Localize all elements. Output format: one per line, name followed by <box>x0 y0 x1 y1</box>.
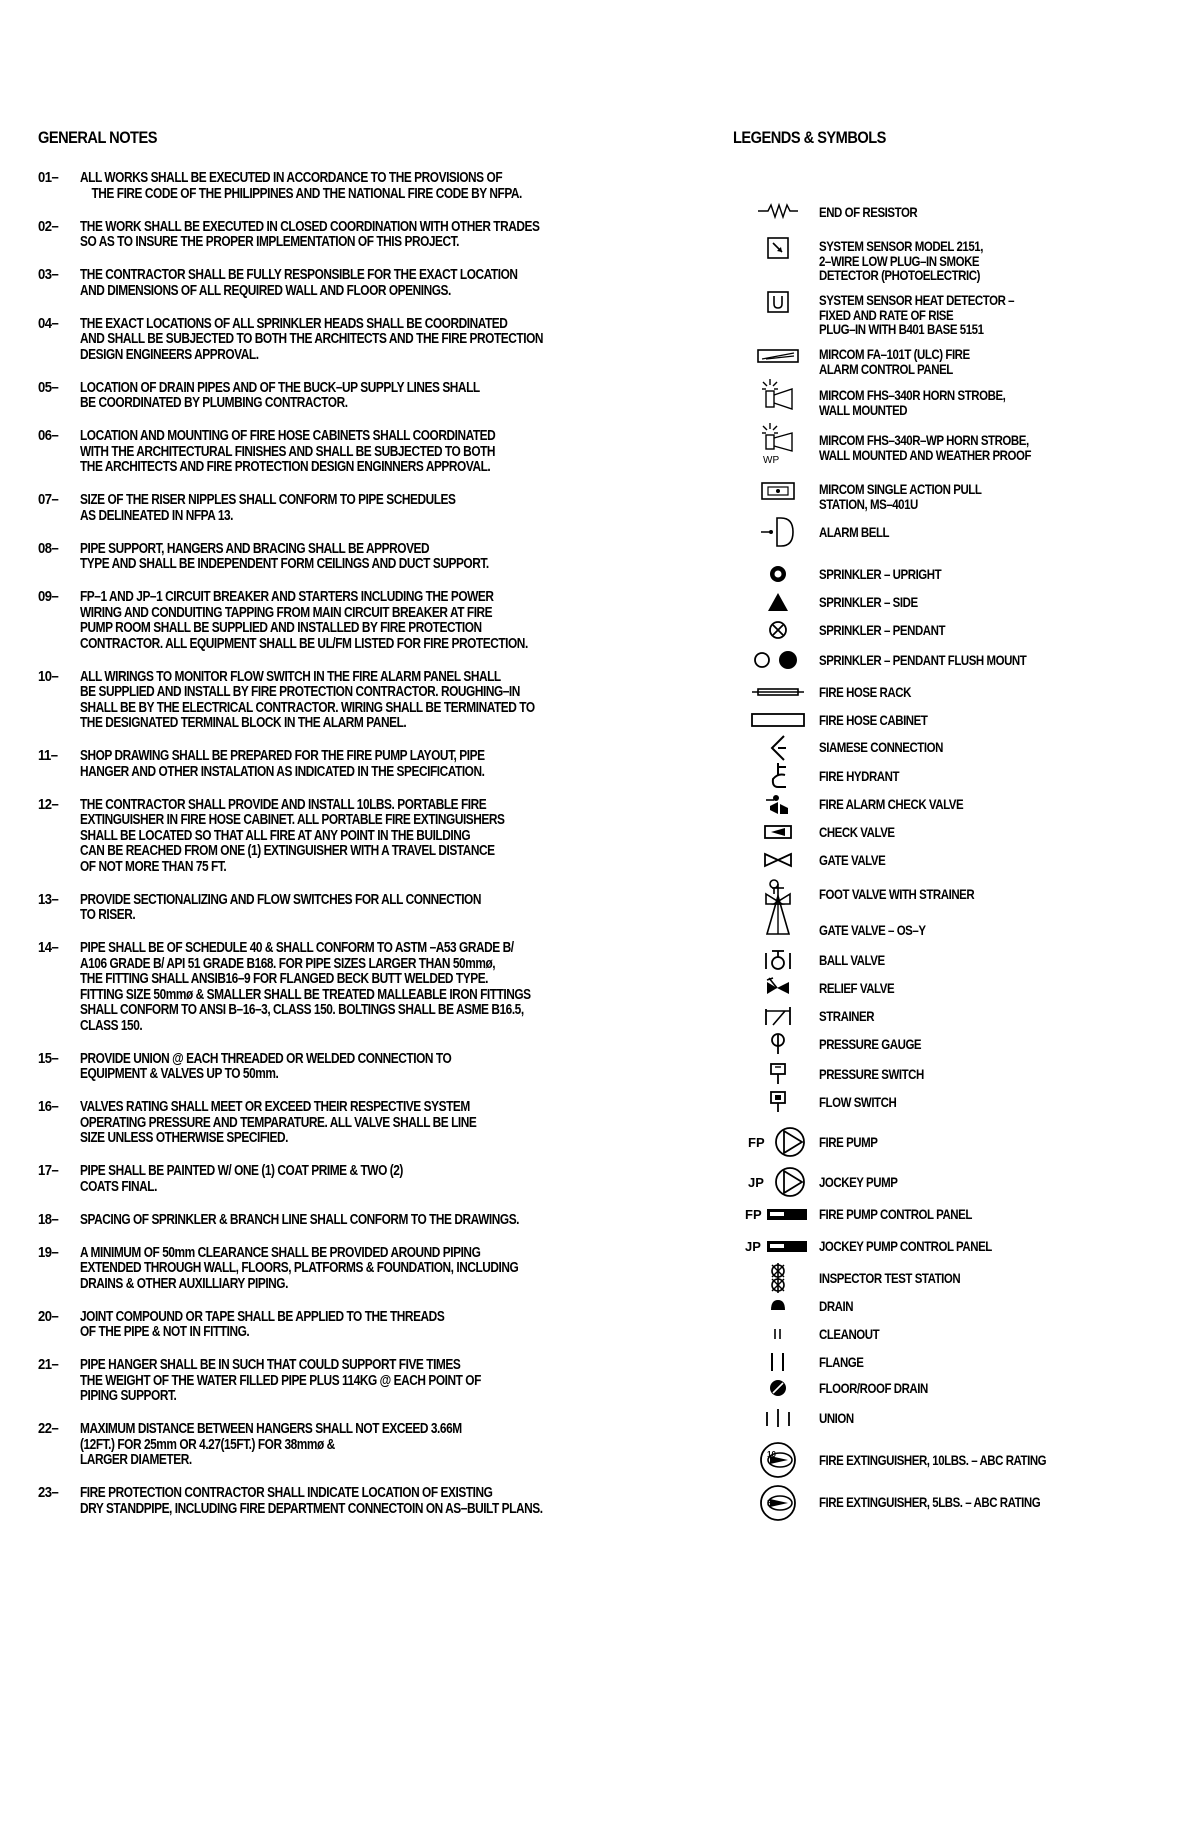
note-line: OPERATING PRESSURE AND TEMPARATURE. ALL VALVE SHALL BE LINE <box>80 1114 477 1131</box>
note-line: A106 GRADE B/ API 51 GRADE B168. FOR PIPE SIZES LARGER THAN 50mmø, <box>80 955 496 972</box>
legend-label-line: GATE VALVE – OS–Y <box>819 922 926 938</box>
note-line: THE CONTRACTOR SHALL PROVIDE AND INSTALL 10LBS. PORTABLE FIRE <box>80 796 487 813</box>
legend-label <box>819 1009 874 1024</box>
flange-icon <box>733 1352 823 1372</box>
legend-label <box>819 433 1031 462</box>
note-number: 01– <box>38 170 59 186</box>
note-text <box>80 1246 587 1293</box>
legend-label-line: DETECTOR (PHOTOELECTRIC) <box>819 267 980 283</box>
legend-label <box>819 567 941 582</box>
legends-symbols-heading: LEGENDS & SYMBOLS <box>733 128 886 147</box>
note-number: 16– <box>38 1099 59 1115</box>
gate-valve-icon <box>733 850 823 870</box>
legend-label-line: END OF RESISTOR <box>819 204 918 220</box>
pressure-gauge-icon <box>733 1032 823 1056</box>
note-line: AND SHALL BE SUBJECTED TO BOTH THE ARCHITECTS AND THE FIRE PROTECTION <box>80 331 544 347</box>
note-line: DRAINS & OTHER AUXILLIARY PIPING. <box>80 1275 288 1292</box>
note-number: 19– <box>38 1244 59 1261</box>
legend-label <box>819 1381 928 1396</box>
note-line: DRY STANDPIPE, INCLUDING FIRE DEPARTMENT CONNECTOIN ON AS–BUILT PLANS. <box>80 1500 543 1517</box>
note-text <box>80 1052 587 1083</box>
note-text <box>80 171 587 202</box>
note-number: 09– <box>38 589 59 605</box>
note-number: 20– <box>38 1308 59 1325</box>
note-line: CAN BE REACHED FROM ONE (1) EXTINGUISHER WITH A TRAVEL DISTANCE <box>80 843 495 859</box>
general-notes-list <box>38 171 698 1517</box>
fire-alarm-check-valve-icon <box>733 792 823 816</box>
note-line: JOINT COMPOUND OR TAPE SHALL BE APPLIED TO THE THREADS <box>80 1308 445 1325</box>
note-line: PIPE HANGER SHALL BE IN SUCH THAT COULD SUPPORT FIVE TIMES <box>80 1357 461 1373</box>
note-text <box>80 1164 587 1195</box>
note-line: CLASS 150. <box>80 1017 143 1034</box>
legend-label <box>819 525 889 540</box>
note-line: THE EXACT LOCATIONS OF ALL SPRINKLER HEADS SHALL BE COORDINATED <box>80 315 508 332</box>
general-note-7 <box>38 493 698 524</box>
fire-pump-icon <box>733 1125 823 1159</box>
legend-label-line: FIRE HOSE RACK <box>819 684 911 700</box>
jockey-pump-icon <box>733 1165 823 1199</box>
note-number: 22– <box>38 1421 59 1437</box>
note-text <box>80 317 587 364</box>
legend-label-line: SPRINKLER – PENDANT FLUSH MOUNT <box>819 652 1027 668</box>
legend-label-line: WALL MOUNTED AND WEATHER PROOF <box>819 446 1032 463</box>
legend-label-line: ALARM CONTROL PANEL <box>819 360 953 377</box>
smoke-detector-icon <box>733 236 823 260</box>
legend-label-line: MIRCOM FHS–340R HORN STROBE, <box>819 387 1006 403</box>
legend-label-line: FIXED AND RATE OF RISE <box>819 306 954 323</box>
note-line: PUMP ROOM SHALL BE SUPPLIED AND INSTALLED BY FIRE PROTECTION <box>80 620 482 636</box>
legend-label-line: JOCKEY PUMP CONTROL PANEL <box>819 1238 992 1254</box>
note-line: SIZE OF THE RISER NIPPLES SHALL CONFORM TO PIPE SCHEDULES <box>80 492 456 508</box>
legend-label-line: FIRE PUMP CONTROL PANEL <box>819 1206 972 1222</box>
note-number: 07– <box>38 492 59 508</box>
legend-label <box>819 1037 921 1052</box>
note-text <box>80 749 587 780</box>
legend-label-line: SIAMESE CONNECTION <box>819 739 943 755</box>
legend-label-line: FLANGE <box>819 1354 864 1370</box>
note-text <box>80 590 587 652</box>
legend-label-line: FLOW SWITCH <box>819 1094 897 1110</box>
note-number: 17– <box>38 1163 59 1179</box>
legend-label <box>819 388 1005 417</box>
strainer-icon <box>733 1005 823 1027</box>
legend-label <box>819 623 945 638</box>
note-text <box>80 798 587 876</box>
cleanout-icon <box>733 1324 823 1344</box>
note-line: SHALL CONFORM TO ANSI B–16–3, CLASS 150. BOLTINGS SHALL BE ASME B16.5, <box>80 1002 524 1018</box>
note-line: EQUIPMENT & VALVES UP TO 50mm. <box>80 1066 279 1082</box>
general-note-11 <box>38 749 698 780</box>
legend-label-line: PRESSURE GAUGE <box>819 1036 922 1052</box>
note-line: DESIGN ENGINEERS APPROVAL. <box>80 346 259 363</box>
note-number: 11– <box>38 748 58 764</box>
legend-label-line: DRAIN <box>819 1298 854 1314</box>
legend-label-line: RELIEF VALVE <box>819 980 895 996</box>
legend-label-line: MIRCOM SINGLE ACTION PULL <box>819 481 982 497</box>
note-line: SPACING OF SPRINKLER & BRANCH LINE SHALL CONFORM TO THE DRAWINGS. <box>80 1211 520 1228</box>
note-number: 18– <box>38 1211 59 1228</box>
note-line: A MINIMUM OF 50mm CLEARANCE SHALL BE PROVIDED AROUND PIPING <box>80 1244 481 1261</box>
legend-label-line: MIRCOM FHS–340R–WP HORN STROBE, <box>819 432 1029 448</box>
note-line: TYPE AND SHALL BE INDEPENDENT FORM CEILINGS AND DUCT SUPPORT. <box>80 556 489 572</box>
general-note-6 <box>38 429 698 476</box>
legend-label <box>819 1411 854 1426</box>
note-line: PIPE SUPPORT, HANGERS AND BRACING SHALL BE APPROVED <box>80 540 430 557</box>
legend-label <box>819 1453 1046 1468</box>
sprinkler-side-icon <box>733 592 823 612</box>
legend-label <box>819 1495 1040 1510</box>
legend-label-line: SPRINKLER – SIDE <box>819 594 918 610</box>
note-text <box>80 542 587 573</box>
legend-label <box>819 887 974 902</box>
note-line: ALL WORKS SHALL BE EXECUTED IN ACCORDANCE TO THE PROVISIONS OF <box>80 170 503 186</box>
note-line: WITH THE ARCHITECTURAL FINISHES AND SHALL BE SUBJECTED TO BOTH <box>80 443 496 460</box>
legend-label-line: FIRE EXTINGUISHER, 10LBS. – ABC RATING <box>819 1452 1047 1468</box>
note-number: 12– <box>38 796 59 813</box>
legend-label <box>819 595 918 610</box>
legend-label-line: STATION, MS–401U <box>819 495 918 512</box>
note-number: 23– <box>38 1485 59 1501</box>
legend-label-line: INSPECTOR TEST STATION <box>819 1270 961 1286</box>
fire-extinguisher-10lbs-icon <box>733 1440 823 1480</box>
general-notes-heading: GENERAL NOTES <box>38 128 157 147</box>
fire-hydrant-icon <box>733 761 823 791</box>
note-number: 13– <box>38 891 59 908</box>
general-note-5 <box>38 381 698 412</box>
note-line: PIPE SHALL BE PAINTED W/ ONE (1) COAT PRIME & TWO (2) <box>80 1163 403 1179</box>
legend-label <box>819 797 963 812</box>
legend-label-line: STRAINER <box>819 1008 875 1024</box>
note-line: PROVIDE SECTIONALIZING AND FLOW SWITCHES FOR ALL CONNECTION <box>80 891 481 908</box>
note-number: 06– <box>38 428 59 444</box>
horn-strobe-wp-icon <box>733 421 823 465</box>
note-number: 15– <box>38 1050 59 1067</box>
note-text <box>80 893 587 924</box>
note-text <box>80 429 587 476</box>
legend-label <box>819 853 885 868</box>
symbol-tag: 10 <box>767 1450 776 1459</box>
note-line: PIPE SHALL BE OF SCHEDULE 40 & SHALL CONFORM TO ASTM –A53 GRADE B/ <box>80 940 514 956</box>
inspector-test-station-icon <box>733 1261 823 1295</box>
symbol-tag: JP <box>748 1175 764 1190</box>
general-notes-section <box>38 128 698 1535</box>
note-line: THE DESIGNATED TERMINAL BLOCK IN THE ALARM PANEL. <box>80 715 407 731</box>
general-note-2 <box>38 220 698 251</box>
note-text <box>80 1310 587 1341</box>
legend-label-line: FLOOR/ROOF DRAIN <box>819 1380 928 1396</box>
note-line: THE WORK SHALL BE EXECUTED IN CLOSED COORDINATION WITH OTHER TRADES <box>80 218 540 235</box>
legend-label-line: ALARM BELL <box>819 524 890 540</box>
legend-label-line: CHECK VALVE <box>819 824 895 840</box>
legend-label-line: MIRCOM FA–101T (ULC) FIRE <box>819 346 970 362</box>
note-line: THE WEIGHT OF THE WATER FILLED PIPE PLUS 114KG @ EACH POINT OF <box>80 1372 481 1389</box>
general-note-8 <box>38 542 698 573</box>
legend-label-line: FOOT VALVE WITH STRAINER <box>819 886 975 902</box>
flow-switch-icon <box>733 1090 823 1114</box>
fire-pump-control-panel-icon <box>733 1204 823 1224</box>
note-text <box>80 1100 587 1147</box>
note-number: 21– <box>38 1357 59 1373</box>
pull-station-icon <box>733 481 823 501</box>
union-icon <box>733 1408 823 1428</box>
ball-valve-icon <box>733 949 823 971</box>
legend-label-line: FIRE PUMP <box>819 1134 878 1150</box>
note-line: (12FT.) FOR 25mm OR 4.27(15FT.) FOR 38mmø & <box>80 1436 335 1453</box>
sprinkler-upright-icon <box>733 563 823 585</box>
note-number: 05– <box>38 379 59 396</box>
legend-label <box>819 981 894 996</box>
general-note-18 <box>38 1213 698 1229</box>
note-line: VALVES RATING SHALL MEET OR EXCEED THEIR RESPECTIVE SYSTEM <box>80 1099 470 1115</box>
legend-label <box>819 685 911 700</box>
legend-label-line: SYSTEM SENSOR MODEL 2151, <box>819 238 983 254</box>
legend-label <box>819 713 927 728</box>
note-line: WIRING AND CONDUITING TAPPING FROM MAIN CIRCUIT BREAKER AT FIRE <box>80 604 493 621</box>
note-line: BE SUPPLIED AND INSTALL BY FIRE PROTECTION CONTRACTOR. ROUGHING–IN <box>80 684 520 700</box>
legend-label-line: UNION <box>819 1410 854 1426</box>
note-line: LARGER DIAMETER. <box>80 1452 192 1468</box>
general-note-12 <box>38 798 698 876</box>
note-line: PROVIDE UNION @ EACH THREADED OR WELDED CONNECTION TO <box>80 1050 452 1067</box>
symbol-tag: 5 <box>767 1499 772 1508</box>
legend-label <box>819 1175 897 1190</box>
note-number: 14– <box>38 940 59 956</box>
general-note-4 <box>38 317 698 364</box>
horn-strobe-icon <box>733 377 823 417</box>
alarm-bell-icon <box>733 514 823 550</box>
legend-label-line: BALL VALVE <box>819 952 885 968</box>
note-number: 03– <box>38 267 59 283</box>
general-note-21 <box>38 1358 698 1405</box>
legend-label <box>819 1067 924 1082</box>
legend-label-line: 2–WIRE LOW PLUG–IN SMOKE <box>819 252 980 269</box>
general-note-19 <box>38 1246 698 1293</box>
general-note-9 <box>38 590 698 652</box>
gate-valve-os-y-icon <box>733 882 823 938</box>
note-line: CONTRACTOR. ALL EQUIPMENT SHALL BE UL/FM LISTED FOR FIRE PROTECTION. <box>80 635 528 652</box>
note-line: SIZE UNLESS OTHERWISE SPECIFIED. <box>80 1130 288 1146</box>
legend-label <box>819 1239 992 1254</box>
fire-extinguisher-5lbs-icon <box>733 1483 823 1523</box>
note-line: FIRE PROTECTION CONTRACTOR SHALL INDICATE LOCATION OF EXISTING <box>80 1485 493 1501</box>
note-line: FITTING SIZE 50mmø & SMALLER SHALL BE TREATED MALLEABLE IRON FITTINGS <box>80 986 531 1003</box>
legend-label-line: FIRE HYDRANT <box>819 768 900 784</box>
legend-label <box>819 1271 960 1286</box>
legend-label-line: SPRINKLER – UPRIGHT <box>819 566 942 582</box>
legend-label <box>819 740 943 755</box>
note-line: AS DELINEATED IN NFPA 13. <box>80 507 234 524</box>
note-text <box>80 670 587 732</box>
note-line: TO RISER. <box>80 907 136 923</box>
general-note-10 <box>38 670 698 732</box>
siamese-connection-icon <box>733 734 823 762</box>
general-note-17 <box>38 1164 698 1195</box>
check-valve-icon <box>733 822 823 842</box>
symbol-tag: FP <box>745 1207 762 1222</box>
legend-label <box>819 1327 879 1342</box>
legend-label <box>819 1207 972 1222</box>
note-line: THE FIRE CODE OF THE PHILIPPINES AND THE NATIONAL FIRE CODE BY NFPA. <box>91 185 522 202</box>
note-line: LOCATION OF DRAIN PIPES AND OF THE BUCK–UP SUPPLY LINES SHALL <box>80 379 480 396</box>
general-note-3 <box>38 268 698 299</box>
legend-label <box>819 239 983 283</box>
legend-label-line: SYSTEM SENSOR HEAT DETECTOR – <box>819 292 1015 308</box>
note-line: LOCATION AND MOUNTING OF FIRE HOSE CABINETS SHALL COORDINATED <box>80 428 496 444</box>
note-text <box>80 1213 587 1229</box>
note-text <box>80 1358 587 1405</box>
legend-label-line: JOCKEY PUMP <box>819 1174 898 1190</box>
fire-alarm-control-panel-icon <box>733 346 823 366</box>
general-note-16 <box>38 1100 698 1147</box>
note-line: PIPING SUPPORT. <box>80 1388 177 1404</box>
note-number: 08– <box>38 540 59 557</box>
note-text <box>80 381 587 412</box>
note-number: 10– <box>38 668 59 685</box>
legend-label <box>819 1135 877 1150</box>
note-line: ALL WIRINGS TO MONITOR FLOW SWITCH IN THE FIRE ALARM PANEL SHALL <box>80 668 501 685</box>
fire-hose-rack-icon <box>733 682 823 702</box>
note-line: BE COORDINATED BY PLUMBING CONTRACTOR. <box>80 395 348 411</box>
note-line: THE CONTRACTOR SHALL BE FULLY RESPONSIBLE FOR THE EXACT LOCATION <box>80 267 518 283</box>
drain-icon <box>733 1296 823 1316</box>
general-note-23 <box>38 1486 698 1517</box>
note-number: 02– <box>38 218 59 235</box>
legend-label <box>819 1355 863 1370</box>
legend-label-line: FIRE EXTINGUISHER, 5LBS. – ABC RATING <box>819 1494 1041 1510</box>
legend-label <box>819 769 899 784</box>
legend-label-line: PLUG–IN WITH B401 BASE 5151 <box>819 321 984 337</box>
note-line: THE ARCHITECTS AND FIRE PROTECTION DESIGN ENGINNERS APPROVAL. <box>80 459 491 475</box>
symbol-tag: FP <box>748 1135 765 1150</box>
relief-valve-icon <box>733 976 823 1000</box>
legend-label <box>819 293 1014 337</box>
legend-label-line: FIRE ALARM CHECK VALVE <box>819 796 964 812</box>
note-text <box>80 493 587 524</box>
legend-label-line: FIRE HOSE CABINET <box>819 712 928 728</box>
legends-symbols-section <box>733 128 1183 1510</box>
legend-label <box>819 923 926 938</box>
note-line: EXTENDED THROUGH WALL, FLOORS, PLATFORMS & FOUNDATION, INCLUDING <box>80 1260 519 1276</box>
legend-label <box>819 1299 853 1314</box>
symbol-tag: WP <box>763 455 780 466</box>
general-note-13 <box>38 893 698 924</box>
note-line: EXTINGUISHER IN FIRE HOSE CABINET. ALL PORTABLE FIRE EXTINGUISHERS <box>80 812 505 828</box>
note-text <box>80 1486 587 1517</box>
general-note-22 <box>38 1422 698 1469</box>
legend-label <box>819 825 895 840</box>
legend-label-line: PRESSURE SWITCH <box>819 1066 924 1082</box>
note-text <box>80 941 587 1034</box>
note-line: OF NOT MORE THAN 75 FT. <box>80 858 227 875</box>
jockey-pump-control-panel-icon <box>733 1236 823 1256</box>
note-line: MAXIMUM DISTANCE BETWEEN HANGERS SHALL NOT EXCEED 3.66M <box>80 1421 462 1437</box>
note-text <box>80 220 587 251</box>
general-note-15 <box>38 1052 698 1083</box>
note-text <box>80 1422 587 1469</box>
general-note-14 <box>38 941 698 1034</box>
pressure-switch-icon <box>733 1062 823 1086</box>
floor-roof-drain-icon <box>733 1378 823 1398</box>
note-line: COATS FINAL. <box>80 1178 157 1195</box>
note-line: HANGER AND OTHER INSTALATION AS INDICATED IN THE SPECIFICATION. <box>80 763 485 780</box>
note-line: SHOP DRAWING SHALL BE PREPARED FOR THE FIRE PUMP LAYOUT, PIPE <box>80 748 485 764</box>
note-line: THE FITTING SHALL ANSIB16–9 FOR FLANGED BECK BUTT WELDED TYPE. <box>80 971 489 987</box>
legend-label <box>819 953 885 968</box>
note-line: FP–1 AND JP–1 CIRCUIT BREAKER AND STARTERS INCLUDING THE POWER <box>80 589 494 605</box>
heat-detector-icon <box>733 290 823 314</box>
legend-label-line: GATE VALVE <box>819 852 886 868</box>
general-note-1 <box>38 171 698 202</box>
legend-label <box>819 1095 896 1110</box>
general-note-20 <box>38 1310 698 1341</box>
end-of-resistor-icon <box>733 201 823 221</box>
note-line: SO AS TO INSURE THE PROPER IMPLEMENTATION OF THIS PROJECT. <box>80 234 460 250</box>
legend-label-line: CLEANOUT <box>819 1326 880 1342</box>
note-line: SHALL BE LOCATED SO THAT ALL FIRE AT ANY POINT IN THE BUILDING <box>80 827 471 844</box>
note-number: 04– <box>38 315 59 332</box>
sprinkler-pendant-flush-icon <box>733 649 823 671</box>
note-line: SHALL BE BY THE ELECTRICAL CONTRACTOR. WIRING SHALL BE TERMINATED TO <box>80 699 535 716</box>
symbol-tag: JP <box>745 1239 761 1254</box>
legend-label <box>819 653 1026 668</box>
legend-label <box>819 347 970 376</box>
sprinkler-pendant-icon <box>733 619 823 641</box>
note-line: AND DIMENSIONS OF ALL REQUIRED WALL AND FLOOR OPENINGS. <box>80 282 451 299</box>
legend-label <box>819 205 917 220</box>
note-text <box>80 268 587 299</box>
legend-label <box>819 482 981 511</box>
legend-label-line: WALL MOUNTED <box>819 401 908 418</box>
legend-label-line: SPRINKLER – PENDANT <box>819 622 946 638</box>
fire-hose-cabinet-icon <box>733 710 823 730</box>
note-line: OF THE PIPE & NOT IN FITTING. <box>80 1324 250 1340</box>
